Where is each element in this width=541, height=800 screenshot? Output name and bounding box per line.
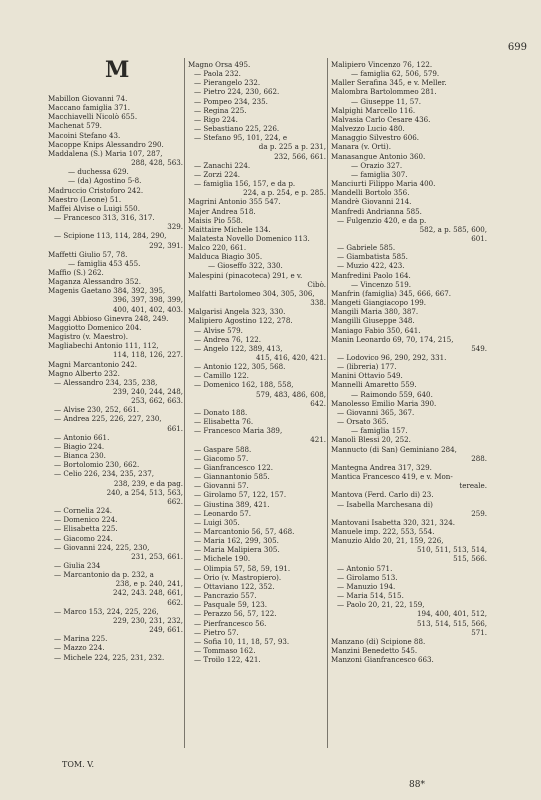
index-entry-continuation: 288, 428, 563. xyxy=(131,158,183,168)
index-entry-continuation: 549. xyxy=(471,343,487,353)
index-subentry: — Fulgenzio 420, e da p. xyxy=(337,215,427,225)
index-entry: Manasangue Antonio 360. xyxy=(331,151,426,161)
index-subentry: — Giustina 389, 421. xyxy=(194,499,270,509)
index-entry-continuation: 400, 401, 402, 403. xyxy=(113,304,183,314)
index-subentry: — Bortolomio 230, 662. xyxy=(54,460,140,470)
index-subentry: — Giacomo 57. xyxy=(194,453,249,463)
index-entry: Manfredi Andrianna 585. xyxy=(331,206,422,216)
index-subentry: — Antonio 122, 305, 568. xyxy=(194,362,286,372)
index-subentry: — Giambatista 585. xyxy=(337,252,408,262)
index-entry: Malipiero Vincenzo 76, 122. xyxy=(331,60,433,69)
index-entry: Magni Marcantonio 242. xyxy=(48,359,138,369)
index-entry: Manolì Blessi 20, 252. xyxy=(331,435,411,445)
index-entry-continuation: 513, 514, 515, 566, xyxy=(417,618,487,628)
index-subentry: — Giovanni 365, 367. xyxy=(337,407,415,417)
index-entry-continuation: 396, 397, 398, 399, xyxy=(113,295,183,305)
index-subentry: — Giovanni 57. xyxy=(194,481,249,491)
index-entry-continuation: da p. 225 a p. 231, xyxy=(258,142,326,152)
index-column-3 xyxy=(331,60,489,664)
index-entry: Mantegna Andrea 317, 329. xyxy=(331,462,432,472)
index-entry: Mangilli Giuseppe 348. xyxy=(331,316,415,326)
index-entry: Maganza Alessandro 352. xyxy=(48,277,141,287)
index-subentry: — Luigi 305. xyxy=(194,517,240,527)
index-subentry: — Pompeo 234, 235. xyxy=(194,96,268,106)
signature-mark: 88* xyxy=(409,780,425,790)
index-entry: Madruccio Cristoforo 242. xyxy=(48,185,144,195)
index-subentry: — Sofia 10, 11, 18, 57, 93. xyxy=(194,636,290,646)
index-subentry: — Olimpia 57, 58, 59, 191. xyxy=(194,563,291,573)
index-entry: Manzini Benedetto 545. xyxy=(331,646,418,655)
index-subentry: — Francesco Maria 389, xyxy=(194,426,283,436)
index-entry: Mantova (Ferd. Carlo di) 23. xyxy=(331,490,434,500)
index-subentry: — Giannantonio 585. xyxy=(194,472,270,482)
index-subentry: — Paola 232. xyxy=(194,69,241,79)
index-subentry: — Maria Malipiera 305. xyxy=(194,545,280,555)
index-entry: Macoini Stefano 43. xyxy=(48,130,121,140)
index-entry: Manin Leonardo 69, 70, 174, 215, xyxy=(331,334,454,344)
index-entry: Mannucto (di San) Geminiano 284, xyxy=(331,444,457,454)
index-entry: Malombra Bartolommeo 281. xyxy=(331,87,437,97)
index-entry: Malgarisi Angela 323, 330. xyxy=(188,307,286,317)
index-subentry: — Elisabetta 225. xyxy=(54,524,118,534)
index-subentry: — Elisabetta 76. xyxy=(194,417,254,427)
index-entry-continuation: tereale. xyxy=(459,481,487,491)
index-subentry: — Francesco 313, 316, 317. xyxy=(54,213,155,223)
index-subentry: — Andrea 76, 122. xyxy=(194,334,261,344)
index-subentry: — Biagio 224. xyxy=(54,441,105,451)
index-subentry: — Antonio 571. xyxy=(337,563,393,573)
index-subentry: — Pancrazio 557. xyxy=(194,591,257,601)
index-subentry: — Giulia 234 xyxy=(54,560,101,570)
index-subentry: — Isabella Marchesana di) xyxy=(337,499,433,509)
index-entry-continuation: 229, 230, 231, 232, xyxy=(113,615,183,625)
index-entry: Maller Serafina 345, e v. Meller. xyxy=(331,78,447,88)
index-subentry: — Lodovico 96, 290, 292, 331. xyxy=(337,353,447,362)
index-subentry: — Pasquale 59, 123. xyxy=(194,600,268,610)
index-entry: Mannelli Amaretto 559. xyxy=(331,380,417,390)
index-entry: Macoppe Knips Alessandro 290. xyxy=(48,139,164,149)
index-subentry: — Andrea 225, 226, 227, 230, xyxy=(54,414,162,424)
index-subentry: — famiglia 307. xyxy=(351,169,408,179)
index-subentry: — Muzio 422, 423. xyxy=(337,261,405,271)
index-subentry: — Stefano 95, 101, 224, e xyxy=(194,133,288,143)
index-subentry: — famiglia 157. xyxy=(351,426,408,436)
index-subentry: — Celio 226, 234, 235, 237, xyxy=(54,469,154,479)
index-entry: Malco 220, 661. xyxy=(188,243,247,253)
index-subentry: — Orsato 365. xyxy=(337,417,389,427)
index-column-1 xyxy=(48,94,185,662)
index-subentry: — Paolo 20, 21, 22, 159, xyxy=(337,600,425,610)
index-entry-continuation: 240, a 254, 513, 563, xyxy=(106,487,183,497)
index-subentry: — Perazzo 56, 57, 122. xyxy=(194,609,277,619)
index-subentry: — Sebastiano 225, 226. xyxy=(194,124,280,134)
index-entry-continuation: 661. xyxy=(167,423,183,433)
index-subentry: — Pietro 224, 230, 662. xyxy=(194,87,280,97)
index-subentry: — Domenico 224. xyxy=(54,515,118,525)
index-subentry: — Bianca 230. xyxy=(54,451,106,461)
index-entry-continuation: 662. xyxy=(167,496,183,506)
index-subentry: — Mazzo 224. xyxy=(54,643,105,653)
index-subentry: — Michele 224, 225, 231, 232. xyxy=(54,652,165,662)
index-entry-continuation: 249, 661. xyxy=(149,625,183,635)
index-subentry: — famiglia 156, 157, e da p. xyxy=(194,179,296,189)
index-entry: Managgio Silvestro 606. xyxy=(331,133,419,143)
index-entry: Maggi Abbioso Ginevra 248, 249. xyxy=(48,313,169,323)
index-subentry: — Alvise 230, 252, 661. xyxy=(54,405,140,415)
index-entry-continuation: 515, 566. xyxy=(453,554,487,564)
index-entry-continuation: 329. xyxy=(167,222,183,232)
index-subentry: — Pietro 57. xyxy=(194,627,239,637)
index-subentry: — Maria 162, 299, 305. xyxy=(194,536,279,546)
index-entry: Malduca Biagio 305. xyxy=(188,252,263,262)
index-entry: Manzoni Gianfrancesco 663. xyxy=(331,655,434,665)
index-subentry: — Pierangelo 232. xyxy=(194,78,261,88)
index-subentry: — (libreria) 177. xyxy=(337,362,397,372)
index-entry-continuation: 231, 253, 661. xyxy=(131,551,183,561)
index-entry-continuation: 662. xyxy=(167,597,183,607)
index-subentry: — Orazio 327. xyxy=(351,160,403,170)
index-entry: Malipiero Agostino 122, 278. xyxy=(188,316,293,326)
index-subentry: — Manuzio 194. xyxy=(337,581,396,591)
index-entry-continuation: 579, 483, 486, 608, xyxy=(256,389,326,399)
index-entry-continuation: 601. xyxy=(471,233,487,243)
index-entry: Malespini (pinacoteca) 291, e v. xyxy=(188,270,303,280)
index-entry-continuation: 194, 400, 401, 512, xyxy=(417,609,487,619)
index-subentry: — Tommaso 162. xyxy=(194,646,256,655)
index-entry: Magrini Antonio 355 547. xyxy=(188,197,281,207)
index-subentry: — Orio (v. Mastropiero). xyxy=(194,572,282,582)
index-entry: Manara (v. Orti). xyxy=(331,142,391,152)
index-subentry: — Scipione 113, 114, 284, 290, xyxy=(54,231,167,241)
index-entry: Manfrin (famiglia) 345, 666, 667. xyxy=(331,288,452,298)
index-subentry: — Alessandro 234, 235, 238, xyxy=(54,377,158,387)
index-subentry: — Vincenzo 519. xyxy=(351,279,411,289)
index-entry: Manciurti Filippo Maria 400. xyxy=(331,179,436,189)
index-entry-continuation: 338. xyxy=(310,298,326,308)
index-entry: Malvezzo Lucio 480. xyxy=(331,124,405,134)
index-subentry: — Raimondo 559, 640. xyxy=(351,389,433,399)
index-subentry: — Girolamo 57, 122, 157. xyxy=(194,490,287,500)
index-entry: Maddalena (S.) Maria 107, 287, xyxy=(48,148,163,158)
index-entry-continuation: 238, e p. 240, 241, xyxy=(115,579,183,589)
index-entry-continuation: Cibò. xyxy=(307,279,326,289)
index-entry-continuation: 239, 240, 244, 248, xyxy=(113,387,183,396)
index-subentry: — Donato 188. xyxy=(194,407,248,417)
index-subentry: — (da) Agostino 5‑8. xyxy=(68,176,142,186)
index-entry: Maisis Pio 558. xyxy=(188,215,243,225)
index-subentry: — Marcantonio 56, 57, 468. xyxy=(194,526,295,536)
index-entry-continuation: 259. xyxy=(471,508,487,518)
index-entry: Mantovani Isabetta 320, 321, 324. xyxy=(331,517,456,527)
index-entry: Maniago Fabio 350, 641. xyxy=(331,325,421,335)
index-entry: Maffetti Giulio 57, 78. xyxy=(48,249,128,259)
index-subentry: — Marco 153, 224, 225, 226, xyxy=(54,606,159,616)
index-subentry: — Michele 190. xyxy=(194,554,251,564)
index-subentry: — Antonio 661. xyxy=(54,432,110,442)
index-subentry: — Giovanni 224, 225, 230, xyxy=(54,542,150,552)
index-entry: Maittaire Michele 134. xyxy=(188,224,271,234)
index-entry: Mandelli Bortolo 356. xyxy=(331,188,410,198)
index-entry: Maffei Alvise o Luigi 550. xyxy=(48,203,140,213)
index-entry: Manzano (di) Scipione 88. xyxy=(331,636,426,646)
index-entry: Malpighi Marcello 116. xyxy=(331,105,416,115)
index-subentry: — Giacomo 224. xyxy=(54,533,113,543)
index-entry: Maggiotto Domenico 204. xyxy=(48,322,142,332)
section-letter: M xyxy=(105,57,131,83)
volume-label: TOM. V. xyxy=(62,760,95,769)
index-entry: Magno Alberto 232. xyxy=(48,368,120,378)
index-entry-continuation: 510, 511, 513, 514, xyxy=(417,545,487,555)
index-entry-continuation: 642. xyxy=(310,398,326,408)
index-subentry: — duchessa 629. xyxy=(68,167,129,177)
index-subentry: — Pierfrancesco 56. xyxy=(194,618,267,628)
index-subentry: — Ottaviano 122, 352. xyxy=(194,581,275,591)
index-subentry: — Leonardo 57. xyxy=(194,508,252,518)
index-entry: Manolesso Emilio Maria 390. xyxy=(331,398,437,408)
index-subentry: — Gabriele 585. xyxy=(337,243,396,253)
index-subentry: — famiglia 453 455. xyxy=(68,258,141,268)
index-entry: Maffio (S.) 262. xyxy=(48,267,104,277)
index-entry: Magenis Gaetano 384, 392, 395, xyxy=(48,286,166,296)
index-subentry: — Marina 225. xyxy=(54,634,108,644)
index-entry: Mangeti Giangiacopo 199. xyxy=(331,298,427,308)
index-entry-continuation: 571. xyxy=(471,627,487,637)
index-subentry: — Gaspare 588. xyxy=(194,444,252,454)
index-entry-continuation: 242, 243. 248, 661, xyxy=(113,588,183,598)
index-subentry: — Cornelia 224. xyxy=(54,506,113,516)
index-entry: Manini Ottavio 549. xyxy=(331,371,403,381)
index-entry: Macchiavelli Nicolò 655. xyxy=(48,112,138,122)
index-entry-continuation: 224, a p. 254, e p. 285. xyxy=(243,188,326,198)
index-entry: Manuele imp. 222, 553, 554. xyxy=(331,526,435,536)
index-subentry: — Alvise 579. xyxy=(194,325,243,335)
index-subentry: — Rigo 224. xyxy=(194,114,238,124)
index-entry: Malfatti Bartolomeo 304, 305, 306, xyxy=(188,288,315,298)
index-subentry: — Girolamo 513. xyxy=(337,572,398,582)
index-entry: Malatesta Novello Domenico 113. xyxy=(188,233,310,243)
index-entry-continuation: 238, 239, e da pag. xyxy=(113,478,183,488)
index-entry: Maestro (Leone) 51. xyxy=(48,194,122,204)
index-subentry: — Gioseffo 322, 330. xyxy=(208,261,283,271)
index-entry-continuation: 582, a p. 585, 600, xyxy=(419,224,487,234)
index-entry: Mantica Francesco 419, e v. Mon- xyxy=(331,472,453,482)
index-entry: Mangili Maria 380, 387. xyxy=(331,307,419,317)
index-entry: Maccano famiglia 371. xyxy=(48,103,130,113)
index-entry-continuation: 232, 566, 661. xyxy=(274,151,326,161)
page-number: 699 xyxy=(507,42,527,53)
index-entry: Magistro (v. Maestro). xyxy=(48,332,129,342)
index-entry: Magliabechi Antonio 111, 112, xyxy=(48,341,159,351)
index-entry: Magno Orsa 495. xyxy=(188,60,251,69)
index-subentry: — Gianfrancesco 122. xyxy=(194,462,274,472)
index-subentry: — Angelo 122, 389, 413, xyxy=(194,343,283,353)
index-entry: Malvasia Carlo Cesare 436. xyxy=(331,114,431,124)
index-entry-continuation: 288. xyxy=(471,453,487,463)
index-entry: Manfredini Paolo 164. xyxy=(331,270,411,280)
index-entry: Mabillon Giovanni 74. xyxy=(48,94,128,103)
index-entry: Mandrè Giovanni 214. xyxy=(331,197,412,207)
index-subentry: — Regina 225. xyxy=(194,105,247,115)
index-subentry: — famiglia 62, 506, 579. xyxy=(351,69,440,79)
index-subentry: — Zorzi 224. xyxy=(194,169,240,179)
index-subentry: — Troilo 122, 421. xyxy=(194,655,261,665)
index-subentry: — Domenico 162, 188, 558, xyxy=(194,380,294,390)
index-subentry: — Maria 514, 515. xyxy=(337,591,404,601)
index-entry-continuation: 253, 662, 663. xyxy=(131,396,183,406)
index-subentry: — Marcantonio da p. 232, a xyxy=(54,570,154,580)
index-entry-continuation: 292, 391. xyxy=(149,240,183,250)
index-entry-continuation: 415, 416, 420, 421. xyxy=(256,353,326,362)
index-entry-continuation: 421. xyxy=(310,435,326,445)
index-entry: Manuzio Aldo 20, 21, 159, 226, xyxy=(331,536,444,546)
index-subentry: — Giuseppe 11, 57. xyxy=(351,96,422,106)
index-entry: Majer Andrea 518. xyxy=(188,206,256,216)
index-subentry: — Zanachi 224. xyxy=(194,160,251,170)
index-subentry: — Camillo 122. xyxy=(194,371,249,381)
index-entry-continuation: 114, 118, 126, 227. xyxy=(113,350,183,360)
index-entry: Machenat 579. xyxy=(48,121,102,131)
index-column-2 xyxy=(188,60,328,664)
